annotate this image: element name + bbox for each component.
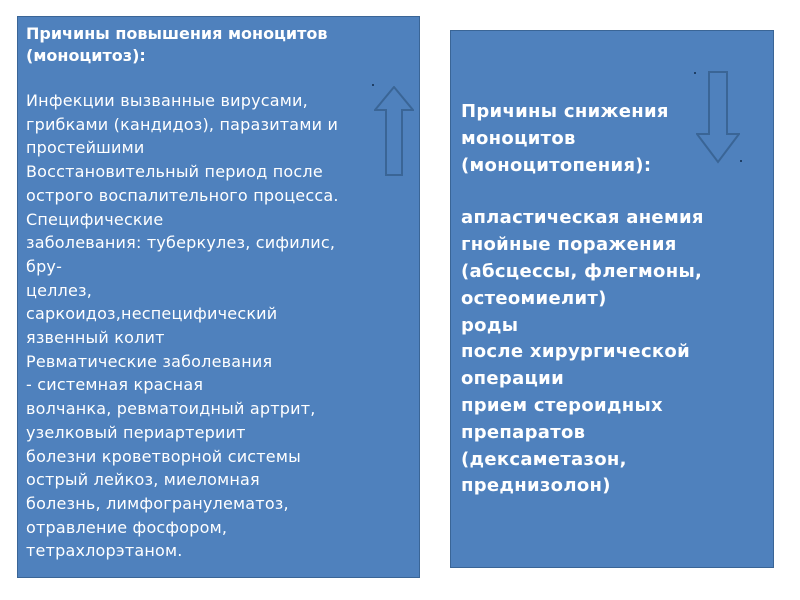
list-item: преднизолон): [461, 475, 611, 497]
list-item: операции: [461, 368, 565, 390]
list-item: (дексаметазон,: [461, 448, 627, 470]
list-item: прием стероидных: [461, 394, 663, 416]
spacer: [461, 179, 704, 205]
list-item: после хирургической: [461, 341, 691, 363]
down-arrow-icon: [696, 70, 740, 164]
monocytosis-causes-panel: [17, 16, 420, 578]
list-item: простейшими: [26, 138, 145, 158]
list-item: бру-: [26, 256, 63, 276]
list-item: острого воспалительного процесса.: [26, 185, 339, 205]
monocytosis-title-line: Причины повышения моноцитов: [26, 24, 328, 43]
list-item: препаратов: [461, 421, 586, 443]
list-item: гнойные поражения: [461, 234, 677, 256]
list-item: волчанка, ревматоидный артрит,: [26, 399, 316, 419]
list-item: отравление фосфором,: [26, 517, 228, 537]
monocytosis-title-line: (моноцитоз):: [26, 46, 146, 65]
monocytosis-title: [26, 23, 411, 67]
list-item: роды: [461, 314, 519, 336]
list-item: язвенный колит: [26, 328, 165, 348]
list-item: - системная красная: [26, 375, 204, 395]
monocytopenia-title-line: (моноцитопения):: [461, 154, 652, 176]
monocytopenia-content: [461, 99, 704, 500]
monocytopenia-title-line: моноцитов: [461, 127, 576, 149]
list-item: тетрахлорэтаном.: [26, 541, 183, 561]
list-item: болезнь, лимфогранулематоз,: [26, 493, 289, 513]
list-item: Ревматические заболевания: [26, 351, 273, 371]
list-item: болезни кроветворной системы: [26, 446, 301, 466]
list-item: острый лейкоз, миеломная: [26, 470, 260, 490]
up-arrow-icon: [374, 86, 414, 176]
list-item: Инфекции вызванные вирусами,: [26, 91, 308, 110]
selection-handle-dot: [740, 160, 742, 162]
selection-handle-dot: [694, 72, 696, 74]
list-item: грибками (кандидоз), паразитами и: [26, 114, 339, 134]
list-item: (абсцессы, флегмоны,: [461, 260, 703, 282]
monocytopenia-title-line: Причины снижения: [461, 101, 669, 122]
selection-handle-dot: [372, 84, 374, 86]
list-item: Восстановительный период после: [26, 162, 323, 182]
list-item: остеомиелит): [461, 287, 607, 309]
list-item: саркоидоз,неспецифический: [26, 304, 278, 324]
monocytosis-causes-list: [26, 89, 411, 563]
list-item: заболевания: туберкулез, сифилис,: [26, 233, 336, 253]
list-item: Специфические: [26, 209, 164, 229]
list-item: узелковый периартериит: [26, 422, 246, 442]
list-item: апластическая анемия: [461, 207, 704, 229]
list-item: целлез,: [26, 280, 93, 300]
